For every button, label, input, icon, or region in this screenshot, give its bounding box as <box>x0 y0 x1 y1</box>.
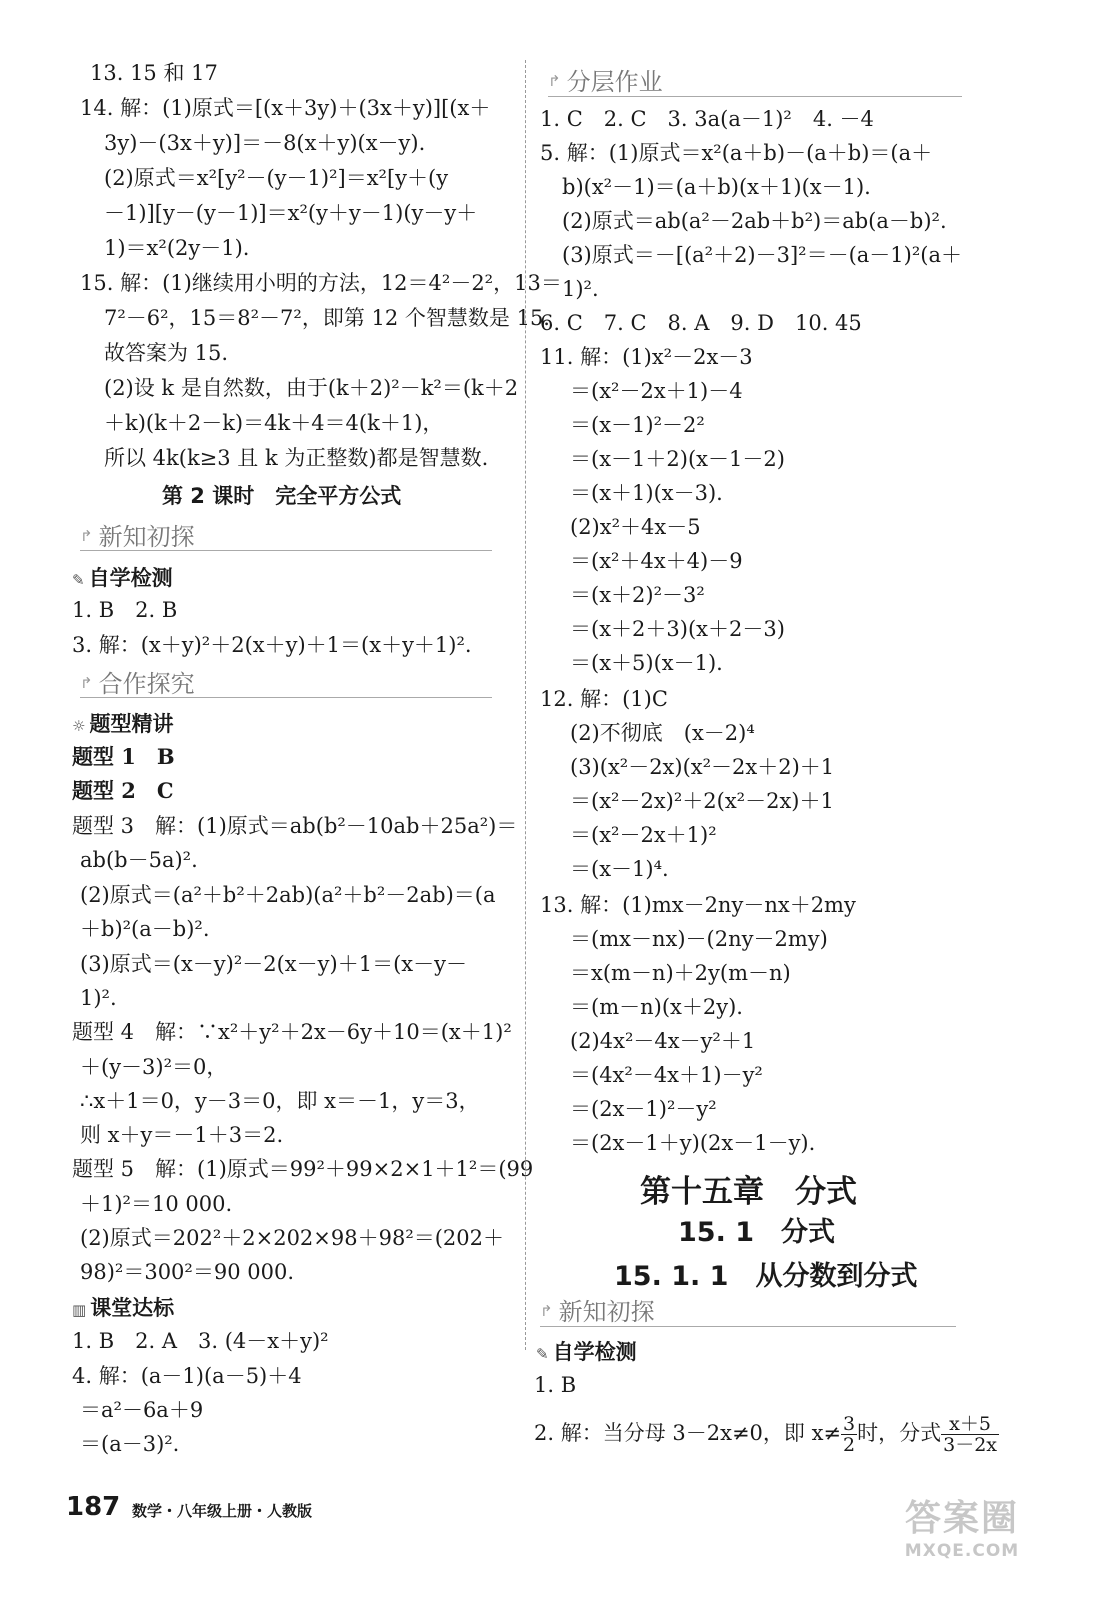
answer-line: ＝(2x－1)²－y² <box>570 1097 717 1121</box>
answer-line: ＝(4x²－4x＋1)－y² <box>570 1063 763 1087</box>
section-header-xinzhi: ↱ 新知初探 <box>80 523 195 551</box>
answer-line: (2)原式＝x²[y²－(y－1)²]＝x²[y＋(y <box>104 166 449 190</box>
answer-line: 13. 解：(1)mx－2ny－nx＋2my <box>540 893 856 917</box>
answer-line: ＝(x²＋4x＋4)－9 <box>570 549 743 573</box>
column-divider <box>525 60 526 1350</box>
page-number: 187 <box>66 1492 121 1522</box>
answer-line: 2. 解：当分母 3－2x≠0，即 x≠ $\frac{3}{2}$ 时，分式 $\frac{x+5}{3-2x}$ <box>534 1413 998 1456</box>
book-icon: ▥ <box>72 1301 87 1319</box>
answer-line: (2)x²＋4x－5 <box>570 515 701 539</box>
answer-line: 1)². <box>562 277 599 301</box>
section-header-xinzhi: ↱ 新知初探 <box>540 1298 655 1326</box>
answer-line: ＝a²－6a＋9 <box>80 1398 204 1422</box>
answer-line: (3)原式＝(x－y)²－2(x－y)＋1＝(x－y－ <box>80 952 467 976</box>
answer-line: ＝(a－3)². <box>80 1432 180 1456</box>
book-info: 数学・八年级上册・人教版 <box>132 1502 313 1520</box>
answer-line: ＝(x＋2＋3)(x＋2－3) <box>570 617 785 641</box>
corner-arrow-icon: ↱ <box>80 674 93 692</box>
lesson-title: 第 2 课时 完全平方公式 <box>162 484 402 508</box>
answer-line: (2)原式＝(a²＋b²＋2ab)(a²＋b²－2ab)＝(a <box>80 883 496 907</box>
answer-line: 则 x＋y＝－1＋3＝2. <box>80 1123 284 1147</box>
answer-line: 12. 解：(1)C <box>540 687 668 711</box>
answer-line: (2)4x²－4x－y²＋1 <box>570 1029 756 1053</box>
answer-line: ＋1)²＝10 000. <box>80 1192 233 1216</box>
answer-line: 98)²＝300²＝90 000. <box>80 1260 294 1284</box>
answer-line: ＝x(m－n)＋2y(m－n) <box>570 961 791 985</box>
answer-line: ＝(x－1)²－2² <box>570 413 705 437</box>
answer-line: (3)(x²－2x)(x²－2x＋2)＋1 <box>570 755 835 779</box>
section-header-hezuo: ↱ 合作探究 <box>80 670 195 698</box>
answer-line: ＝(x＋2)²－3² <box>570 583 705 607</box>
header-divider <box>540 1326 956 1327</box>
answer-line: 3. 解：(x＋y)²＋2(x＋y)＋1＝(x＋y＋1)². <box>72 633 472 657</box>
answer-line: ＝(x－1＋2)(x－1－2) <box>570 447 785 471</box>
answer-line: 1)＝x²(2y－1). <box>104 236 250 260</box>
fraction: $\frac{3}{2}$ <box>843 1413 856 1456</box>
answer-line: 题型 5 解：(1)原式＝99²＋99×2×1＋1²＝(99 <box>72 1157 534 1181</box>
watermark-text: 答案圈 <box>904 1498 1019 1539</box>
subheader-ketang: ▥ 课堂达标 <box>72 1296 175 1320</box>
answer-line: ＝(m－n)(x＋2y). <box>570 995 743 1019</box>
answer-line: ＝(x－1)⁴. <box>570 857 669 881</box>
answer-line: 1. C 2. C 3. 3a(a－1)² 4. －4 <box>540 107 874 131</box>
answer-line: ＝(x＋5)(x－1). <box>570 651 723 675</box>
answer-line: 5. 解：(1)原式＝x²(a＋b)－(a＋b)＝(a＋ <box>540 141 933 165</box>
answer-line: (2)原式＝202²＋2×202×98＋98²＝(202＋ <box>80 1226 505 1250</box>
answer-line: 4. 解：(a－1)(a－5)＋4 <box>72 1364 302 1388</box>
watermark-logo <box>902 1490 1022 1580</box>
subsection-title: 15. 1. 1 从分数到分式 <box>614 1261 918 1292</box>
answer-line: ＝(2x－1＋y)(2x－1－y). <box>570 1131 816 1155</box>
subheader-tixing: ☼ 题型精讲 <box>72 712 174 736</box>
corner-arrow-icon: ↱ <box>540 1302 553 1320</box>
answer-line: 题型 1 B <box>72 744 175 769</box>
answer-line: －1)][y－(y－1)]＝x²(y＋y－1)(y－y＋ <box>104 201 478 225</box>
answer-line: ＋k)(k＋2－k)＝4k＋4＝4(k＋1)， <box>104 411 444 435</box>
answer-line: ＝(x²－2x＋1)－4 <box>570 379 743 403</box>
section-header-fenceng: ↱ 分层作业 <box>548 68 663 96</box>
answer-line: 所以 4k(k≥3 且 k 为正整数)都是智慧数. <box>104 446 489 470</box>
answer-line: 题型 2 C <box>72 778 174 803</box>
header-divider <box>548 96 962 97</box>
answer-line: 14. 解：(1)原式＝[(x＋3y)＋(3x＋y)][(x＋ <box>80 96 491 120</box>
answer-line: 13. 15 和 17 <box>90 61 218 85</box>
pencil-icon: ✎ <box>536 1345 549 1363</box>
answer-line: ＝(x²－2x)²＋2(x²－2x)＋1 <box>570 789 834 813</box>
chapter-title: 第十五章 分式 <box>640 1174 857 1210</box>
answer-line: 3y)－(3x＋y)]＝－8(x＋y)(x－y). <box>104 131 426 155</box>
answer-line: ＋b)²(a－b)². <box>80 917 210 941</box>
corner-arrow-icon: ↱ <box>548 72 561 90</box>
watermark-url: MXQE.COM <box>904 1541 1020 1561</box>
bulb-icon: ☼ <box>72 717 86 735</box>
answer-line: 1. B 2. B <box>72 598 178 622</box>
answer-line: (3)原式＝－[(a²＋2)－3]²＝－(a－1)²(a＋ <box>562 243 962 267</box>
fraction: $\frac{x+5}{3-2x}$ <box>943 1413 998 1456</box>
answer-line: 故答案为 15. <box>104 341 229 365</box>
answer-line: ＝(x²－2x＋1)² <box>570 823 717 847</box>
section-title: 15. 1 分式 <box>678 1217 836 1248</box>
corner-arrow-icon: ↱ <box>80 527 93 545</box>
answer-line: (2)不彻底 (x－2)⁴ <box>570 721 755 745</box>
answer-line: 1. B 2. A 3. (4－x＋y)² <box>72 1329 329 1353</box>
subheader-zixue: ✎ 自学检测 <box>536 1340 637 1364</box>
answer-line: ∴x＋1＝0，y－3＝0，即 x＝－1，y＝3， <box>80 1089 480 1113</box>
answer-line: b)(x²－1)＝(a＋b)(x＋1)(x－1). <box>562 175 871 199</box>
answer-line: 1. B <box>534 1373 577 1397</box>
answer-line: (2)设 k 是自然数，由于(k＋2)²－k²＝(k＋2 <box>104 376 519 400</box>
answer-line: 15. 解：(1)继续用小明的方法，12＝4²－2²，13＝ <box>80 271 562 295</box>
answer-line: ＋(y－3)²＝0， <box>80 1055 228 1079</box>
answer-line: (2)原式＝ab(a²－2ab＋b²)＝ab(a－b)². <box>562 209 947 233</box>
answer-line: ＝(mx－nx)－(2ny－2my) <box>570 927 828 951</box>
header-divider <box>80 550 492 551</box>
answer-line: 6. C 7. C 8. A 9. D 10. 45 <box>540 311 862 335</box>
pencil-icon: ✎ <box>72 571 85 589</box>
answer-line: 1)². <box>80 986 117 1010</box>
answer-line: 题型 4 解：∵x²＋y²＋2x－6y＋10＝(x＋1)² <box>72 1020 512 1044</box>
answer-line: 题型 3 解：(1)原式＝ab(b²－10ab＋25a²)＝ <box>72 814 518 838</box>
header-divider <box>80 697 492 698</box>
answer-line: ab(b－5a)². <box>80 848 198 872</box>
subheader-zixue: ✎ 自学检测 <box>72 566 173 590</box>
answer-line: ＝(x＋1)(x－3). <box>570 481 723 505</box>
answer-line: 7²－6²，15＝8²－7²，即第 12 个智慧数是 15. <box>104 306 550 330</box>
answer-line: 11. 解：(1)x²－2x－3 <box>540 345 753 369</box>
